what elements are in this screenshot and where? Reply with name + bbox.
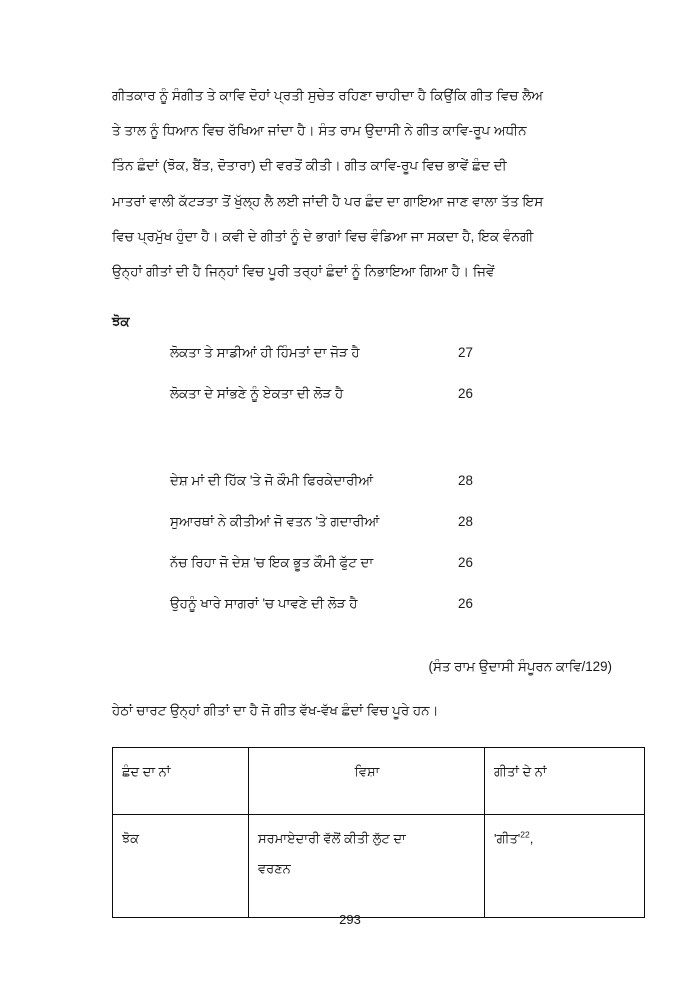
cell-subject-line: ਵਰਣਨ — [258, 861, 291, 877]
verse-text: ਲੋਕਤਾ ਤੇ ਸਾਡੀਆਂ ਹੀ ਹਿੰਮਤਾਂ ਦਾ ਜੋੜ ਹੈ — [170, 345, 360, 361]
verse-text: ਉਹਨੂੰ ਖਾਰੇ ਸਾਗਰਾਂ 'ਚ ਪਾਵਣੇ ਦੀ ਲੋੜ ਹੈ — [170, 596, 358, 612]
table-header-row — [113, 748, 645, 815]
verse-text: ਸੁਆਰਥਾਂ ਨੇ ਕੀਤੀਆਂ ਜੋ ਵਤਨ 'ਤੇ ਗਦਾਰੀਆਂ — [170, 514, 380, 530]
song-title: 'ਗੀਤ' — [494, 831, 521, 847]
verse-text: ਨੱਚ ਰਿਹਾ ਜੋ ਦੇਸ਼ 'ਚ ਇਕ ਭੂਤ ਕੌਮੀ ਫੁੱਟ ਦਾ — [170, 555, 374, 571]
table-header-subject: ਵਿਸ਼ਾ — [249, 748, 485, 815]
cell-chhand-name: ਝੋਕ — [113, 815, 249, 918]
chart-lead-in-text: ਹੇਠਾਂ ਚਾਰਟ ਉਨ੍ਹਾਂ ਗੀਤਾਂ ਦਾ ਹੈ ਜੋ ਗੀਤ ਵੱਖ-ਵੱਖ ਛੰਦਾਂ ਵਿਚ ਪੂਰੇ ਹਨ। — [112, 703, 439, 719]
verse-matra-count: 28 — [458, 514, 473, 530]
table-header-song-names: ਗੀਤਾਂ ਦੇ ਨਾਂ — [485, 748, 645, 815]
verse-line — [170, 473, 618, 514]
table-header-chhand-name: ਛੰਦ ਦਾ ਨਾਂ — [113, 748, 249, 815]
body-paragraph — [112, 78, 618, 289]
verse-spacer — [112, 427, 618, 465]
verse-matra-count: 26 — [458, 386, 473, 402]
verse-matra-count: 27 — [458, 345, 473, 361]
song-trailing-punct: , — [529, 831, 534, 847]
verse-line — [170, 596, 618, 637]
paragraph-line: ਤੇ ਤਾਲ ਨੂੰ ਧਿਆਨ ਵਿਚ ਰੱਖਿਆ ਜਾਂਦਾ ਹੈ। ਸੰਤ ਰਾਮ ਉਦਾਸੀ ਨੇ ਗੀਤ ਕਾਵਿ-ਰੂਪ ਅਧੀਨ — [112, 123, 527, 139]
section-heading: ਝੋਕ — [112, 314, 130, 330]
paragraph-line: ਤਿੰਨ ਛੰਦਾਂ (ਝੋਕ, ਬੈਂਤ, ਦੋਤਾਰਾ) ਦੀ ਵਰਤੋਂ ਕੀਤੀ। ਗੀਤ ਕਾਵਿ-ਰੂਪ ਵਿਚ ਭਾਵੇਂ ਛੰਦ ਦੀ — [112, 158, 507, 174]
cell-subject — [249, 815, 485, 918]
table-row — [113, 815, 645, 918]
verse-block-two — [112, 473, 618, 637]
paragraph-line: ਗੀਤਕਾਰ ਨੂੰ ਸੰਗੀਤ ਤੇ ਕਾਵਿ ਦੋਹਾਂ ਪ੍ਰਤੀ ਸੁਚੇਤ ਰਹਿਣਾ ਚਾਹੀਦਾ ਹੈ ਕਿਉਂਕਿ ਗੀਤ ਵਿਚ ਲੈਅ — [112, 88, 544, 103]
verse-line — [170, 345, 618, 386]
paragraph-line: ਉਨ੍ਹਾਂ ਗੀਤਾਂ ਦੀ ਹੈ ਜਿਨ੍ਹਾਂ ਵਿਚ ਪੂਰੀ ਤਰ੍ਹਾਂ ਛੰਦਾਂ ਨੂੰ ਨਿਭਾਇਆ ਗਿਆ ਹੈ। ਜਿਵੇਂ — [112, 264, 495, 280]
cell-song-names — [485, 815, 645, 918]
source-citation: (ਸੰਤ ਰਾਮ ਉਦਾਸੀ ਸੰਪੂਰਨ ਕਾਵਿ/129) — [428, 659, 612, 675]
page-number: 293 — [339, 912, 361, 927]
verse-matra-count: 28 — [458, 473, 473, 489]
chhand-chart-table — [112, 747, 645, 918]
footnote-marker: 22 — [520, 829, 530, 840]
verse-line — [170, 514, 618, 555]
cell-subject-line: ਸਰਮਾਏਦਾਰੀ ਵੱਲੋਂ ਕੀਤੀ ਲੁੱਟ ਦਾ — [258, 831, 406, 847]
verse-line — [170, 555, 618, 596]
verse-text: ਲੋਕਤਾ ਦੇ ਸਾਂਭਣੇ ਨੂੰ ਏਕਤਾ ਦੀ ਲੋੜ ਹੈ — [170, 386, 344, 402]
verse-matra-count: 26 — [458, 555, 473, 571]
verse-line — [170, 386, 618, 427]
verse-block-one — [112, 345, 618, 427]
paragraph-line: ਮਾਤਰਾਂ ਵਾਲੀ ਕੱਟੜਤਾ ਤੋਂ ਖੁੱਲ੍ਹ ਲੈ ਲਈ ਜਾਂਦੀ ਹੈ ਪਰ ਛੰਦ ਦਾ ਗਾਇਆ ਜਾਣ ਵਾਲਾ ਤੱਤ ਇਸ — [112, 193, 544, 209]
verse-text: ਦੇਸ਼ ਮਾਂ ਦੀ ਹਿੱਕ 'ਤੇ ਜੋ ਕੌਮੀ ਫਿਰਕੇਦਾਰੀਆਂ — [170, 473, 373, 489]
paragraph-line: ਵਿਚ ਪ੍ਰਮੁੱਖ ਹੁੰਦਾ ਹੈ। ਕਵੀ ਦੇ ਗੀਤਾਂ ਨੂੰ ਦੇ ਭਾਗਾਂ ਵਿਚ ਵੰਡਿਆ ਜਾ ਸਕਦਾ ਹੈ, ਇਕ ਵੰਨਗੀ — [112, 228, 534, 244]
verse-matra-count: 26 — [458, 596, 473, 612]
